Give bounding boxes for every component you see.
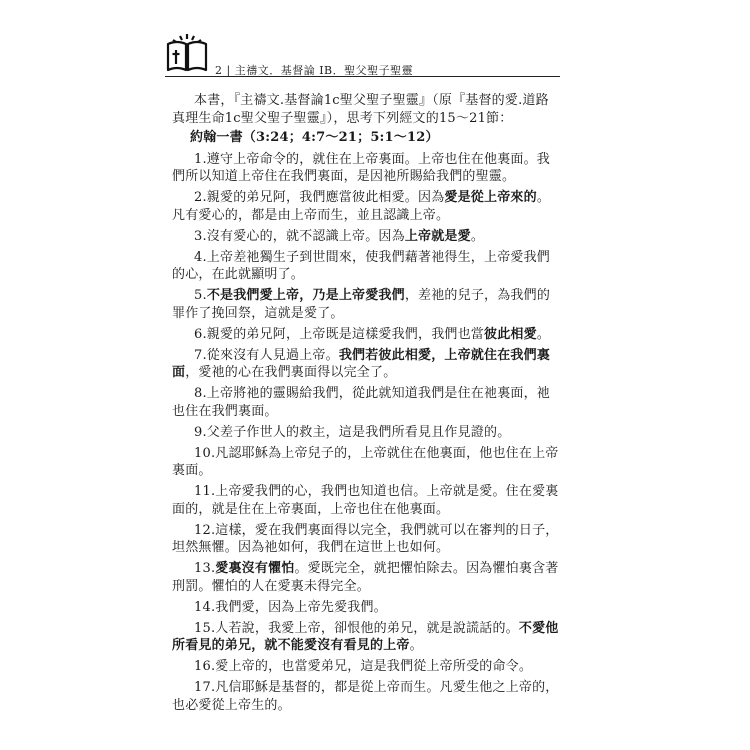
verse-paragraph xyxy=(172,522,560,557)
verse-paragraph xyxy=(172,347,560,382)
verse-text: 5. xyxy=(194,288,207,303)
verse-text: 3.沒有愛心的，就不認識上帝。因為 xyxy=(194,228,405,244)
verse-text: 7.從來沒有人見過上帝。 xyxy=(194,347,339,363)
running-title: 主禱文．基督論 IB．聖父聖子聖靈 xyxy=(234,64,414,77)
verse-emphasis: 彼此相愛 xyxy=(484,326,537,342)
verse-text: 。凡有愛心的，都是由上帝而生，並且認識上帝。 xyxy=(172,190,551,223)
verse-text: 17.凡信耶穌是基督的，都是從上帝而生。凡愛生他之上帝的，也必愛從上帝生的。 xyxy=(172,680,559,713)
verse-paragraph xyxy=(172,249,560,284)
verse-text: 9.父差子作世人的救主，這是我們所看見且作見證的。 xyxy=(194,424,511,440)
verse-emphasis: 愛裏沒有懼怕 xyxy=(215,561,295,576)
verse-text: 12.這樣，愛在我們裏面得以完全，我們就可以在審判的日子，坦然無懼。因為祂如何，我們在這世上也如何。 xyxy=(172,522,559,555)
verse-paragraph xyxy=(172,326,560,344)
verse-emphasis: 愛是從上帝來的 xyxy=(444,190,537,205)
verse-paragraph xyxy=(172,189,560,224)
verse-text: 8.上帝將祂的靈賜給我們，從此就知道我們是住在祂裏面，祂也住在我們裏面。 xyxy=(172,386,551,419)
verse-text: 4.上帝差祂獨生子到世間來，使我們藉著祂得生，上帝愛我們的心，在此就顯明了。 xyxy=(172,249,551,282)
verse-paragraph xyxy=(172,560,560,595)
verse-text: 16.愛上帝的，也當愛弟兄，這是我們從上帝所受的命令。 xyxy=(194,659,533,674)
verse-text: 11.上帝愛我們的心，我們也知道也信。上帝就是愛。住在愛裏面的，就是住在上帝裏面，上帝也住在他裏面。 xyxy=(172,484,559,517)
scripture-reference: 約翰一書（3:24；4:7～21；5:1～12） xyxy=(190,130,439,145)
verse-paragraph xyxy=(172,620,560,655)
verse-emphasis: 不愛他所看見的弟兄，就不能愛沒有看見的上帝 xyxy=(172,620,559,653)
verse-text: 6.親愛的弟兄阿，上帝既是這樣愛我們，我們也當 xyxy=(194,326,485,342)
verse-text: 。 xyxy=(409,638,423,653)
verse-emphasis: 我們若彼此相愛，上帝就住在我們裏面 xyxy=(172,347,551,380)
verse-paragraph xyxy=(172,424,560,442)
verse-text: 。 xyxy=(536,326,551,342)
intro-paragraph: 本書，『主禱文.基督論1c聖父聖子聖靈』（原『基督的愛.道路真理生命1c聖父聖子聖靈』），思考下列經文的15～21節： xyxy=(172,93,549,126)
verse-text: ，愛祂的心在我們裏面得以完全了。 xyxy=(185,365,397,380)
verse-paragraph xyxy=(172,385,560,420)
verse-text: 14.我們愛，因為上帝先愛我們。 xyxy=(194,599,387,615)
verse-text: 15.人若說，我愛上帝，卻恨他的弟兄，就是說謊話的。 xyxy=(194,620,519,636)
verse-text: 1.遵守上帝命令的，就住在上帝裏面。上帝也住在他裏面。我們所以知道上帝住在我們裏面，是因祂所賜給我們的聖靈。 xyxy=(172,151,551,184)
verse-text: 10.凡認耶穌為上帝兒子的，上帝就住在他裏面，他也住在上帝裏面。 xyxy=(172,445,559,478)
verse-text: 。愛既完全，就把懼怕除去。因為懼怕裏含著刑罰。懼怕的人在愛裏未得完全。 xyxy=(172,561,559,594)
verse-text: 。 xyxy=(470,228,485,244)
verse-paragraph xyxy=(172,228,560,246)
page-number: 2 xyxy=(215,64,223,77)
verse-paragraph xyxy=(172,445,560,480)
verse-list xyxy=(172,151,560,715)
verse-emphasis: 上帝就是愛 xyxy=(404,228,471,244)
verse-paragraph xyxy=(172,599,560,617)
verse-paragraph xyxy=(172,658,560,676)
page-body xyxy=(172,92,560,718)
verse-paragraph xyxy=(172,679,560,714)
verse-emphasis: 不是我們愛上帝，乃是上帝愛我們 xyxy=(206,288,405,303)
verse-paragraph xyxy=(172,483,560,518)
verse-text: ，差祂的兒子，為我們的罪作了挽回祭，這就是愛了。 xyxy=(172,288,551,321)
verse-text: 13. xyxy=(194,561,216,576)
header-separator: | xyxy=(226,64,231,77)
open-book-cross-icon xyxy=(165,32,209,74)
verse-paragraph xyxy=(172,287,560,322)
verse-paragraph xyxy=(172,151,560,186)
header-rule xyxy=(165,76,560,77)
verse-text: 2.親愛的弟兄阿，我們應當彼此相愛。因為 xyxy=(194,190,445,205)
